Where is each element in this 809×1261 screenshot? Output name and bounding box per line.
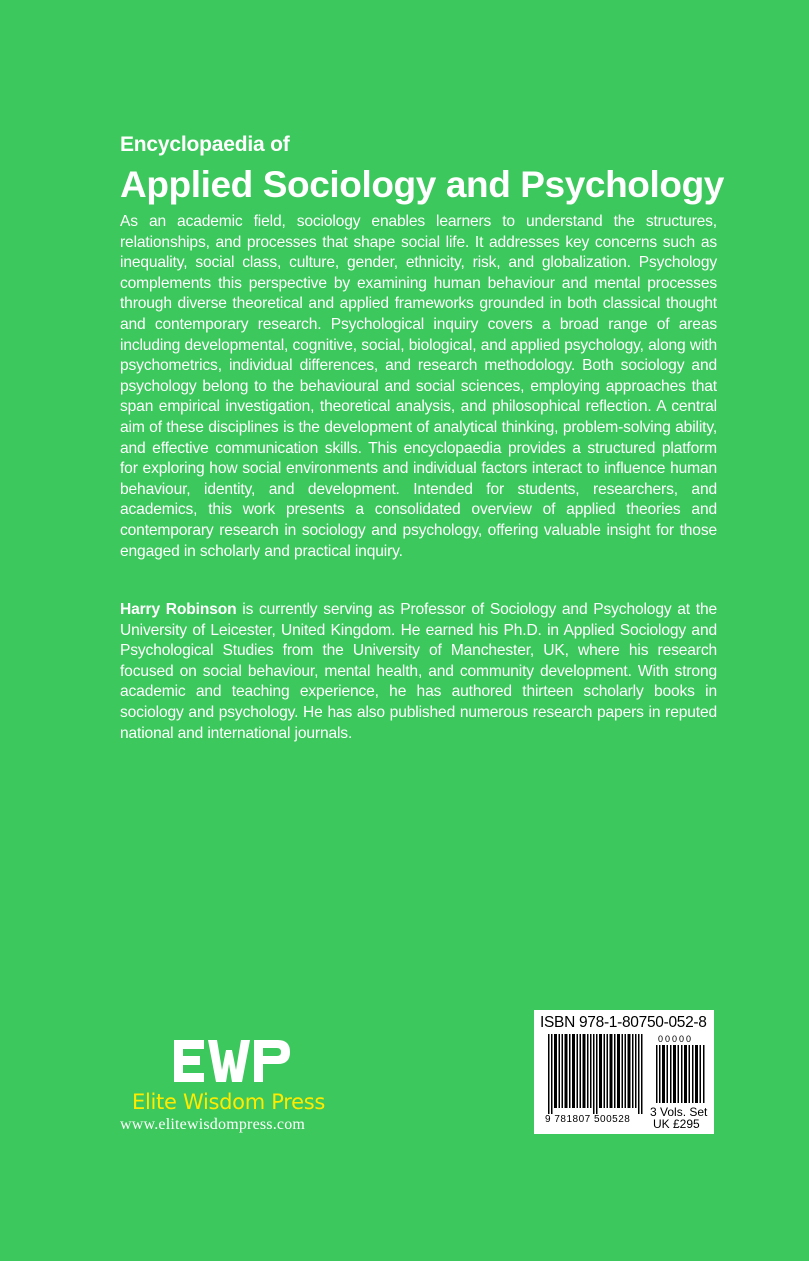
book-title: Applied Sociology and Psychology	[120, 164, 724, 205]
author-name: Harry Robinson	[120, 601, 237, 618]
barcode-bars-icon	[548, 1034, 644, 1114]
volume-set-label: 3 Vols. Set	[650, 1105, 708, 1119]
publisher-logo-icon	[174, 1036, 294, 1086]
series-title: Encyclopaedia of	[120, 133, 290, 156]
author-bio	[120, 600, 717, 744]
author-bio-text: is currently serving as Professor of Sociology and Psychology at the University of Leicester, United Kingdom. He earned his Ph.D. in Applied Sociology and Psychological Studies from the University of Manchester, UK, where his research focused on social behaviour, mental health, and community development. With strong academic and teaching experience, he has authored thirteen scholarly books in sociology and psychology. He has also published numerous research papers in reputed national and international journals.	[120, 601, 717, 742]
book-description: As an academic field, sociology enables learners to understand the structures, relationships, and processes that shape social life. It addresses key concerns such as inequality, social class, culture, gender, ethnicity, risk, and globalization. Psychology complements this perspective by examining human behaviour and mental processes through diverse theoretical and applied frameworks grounded in both classical thought and contemporary research. Psychological inquiry covers a broad range of areas including developmental, cognitive, social, biological, and applied psychology, along with psychometrics, individual differences, and research methodology. Both sociology and psychology belong to the behavioural and social sciences, employing approaches that span empirical investigation, theoretical analysis, and philosophical reflection. A central aim of these disciplines is the development of analytical thinking, problem-solving ability, and effective communication skills. This encyclopaedia provides a structured platform for exploring how social environments and individual factors interact to influence human behaviour, identity, and development. Intended for students, researchers, and academics, this work presents a consolidated overview of applied theories and contemporary research in sociology and psychology, offering valuable insight for those engaged in scholarly and practical inquiry.	[120, 213, 717, 560]
price-label: UK £295	[653, 1117, 700, 1131]
barcode-digits: 9 781807 500528	[545, 1114, 631, 1125]
addon-barcode-icon	[656, 1045, 706, 1113]
publisher-url: www.elitewisdompress.com	[120, 1116, 306, 1133]
isbn-number: ISBN 978-1-80750-052-8	[540, 1014, 707, 1031]
isbn-barcode	[534, 1010, 714, 1134]
addon-code: 00000	[658, 1034, 694, 1044]
publisher-name: Elite Wisdom Press	[132, 1090, 326, 1114]
